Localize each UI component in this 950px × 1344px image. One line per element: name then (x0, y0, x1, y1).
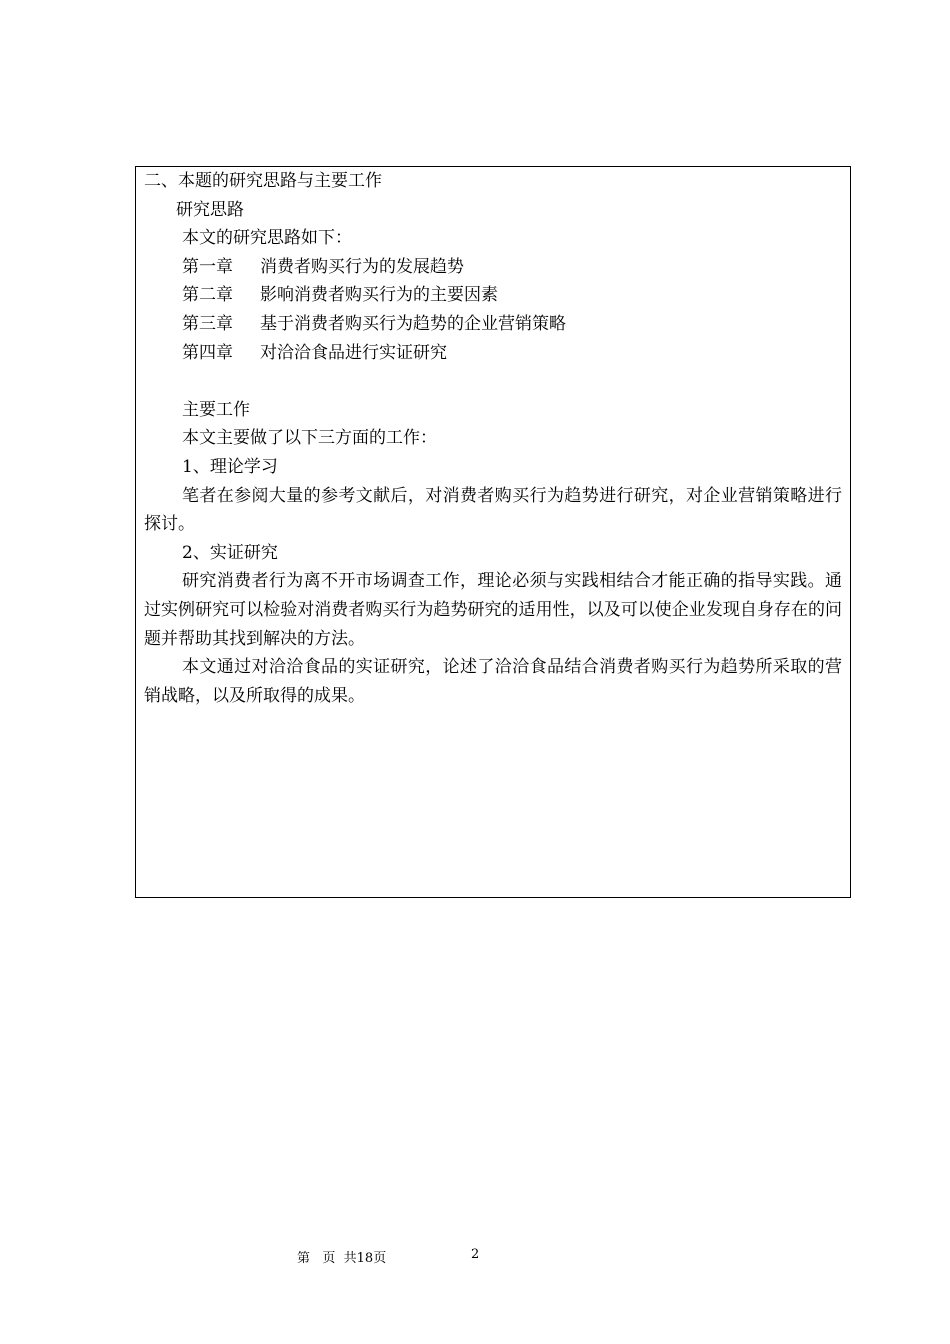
chapter-number: 第三章 (182, 313, 233, 334)
chapter-item (144, 310, 842, 339)
item2-title: 2、实证研究 (182, 542, 278, 563)
chapter-title: 对洽洽食品进行实证研究 (260, 342, 447, 363)
section-heading: 二、本题的研究思路与主要工作 (144, 171, 382, 191)
chapter-number: 第一章 (182, 256, 233, 277)
blank-line (144, 367, 842, 396)
page-number: 2 (471, 1247, 480, 1262)
chapter-title: 消费者购买行为的发展趋势 (260, 256, 464, 277)
item2-text: 研究消费者行为离不开市场调查工作，理论必须与实践相结合才能正确的指导实践。通过实例研究可以检验对消费者购买行为趋势研究的适用性，以及可以使企业发现自身存在的问题并帮助其找到解决的方法。 (144, 571, 842, 649)
chapter-number: 第四章 (182, 342, 233, 363)
chapter-number: 第二章 (182, 285, 233, 306)
page-label: 第 页 共18页 (297, 1251, 387, 1266)
chapter-item (144, 339, 842, 368)
main-work-intro: 本文主要做了以下三方面的工作： (182, 428, 437, 449)
research-idea-intro: 本文的研究思路如下： (182, 228, 352, 249)
conclusion-text: 本文通过对洽洽食品的实证研究，论述了洽洽食品结合消费者购买行为趋势所采取的营销战略，以及所取得的成果。 (144, 657, 842, 706)
chapter-item (144, 253, 842, 282)
chapter-item (144, 281, 842, 310)
item1-text: 笔者在参阅大量的参考文献后，对消费者购买行为趋势进行研究，对企业营销策略进行探讨。 (144, 485, 842, 535)
chapter-title: 影响消费者购买行为的主要因素 (260, 285, 498, 306)
research-idea-title: 研究思路 (176, 199, 244, 220)
chapter-title: 基于消费者购买行为趋势的企业营销策略 (260, 313, 566, 334)
main-work-title: 主要工作 (182, 399, 250, 420)
item1-title: 1、理论学习 (182, 456, 278, 477)
content-box (135, 166, 851, 898)
page-footer (0, 1247, 950, 1267)
